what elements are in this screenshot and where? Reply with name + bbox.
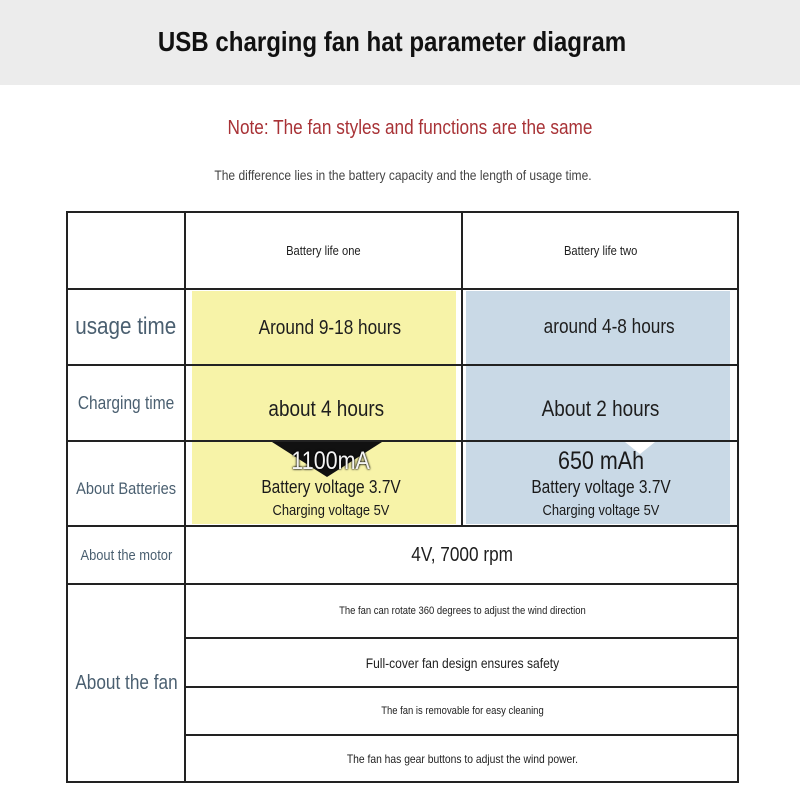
battery-one-voltage: Battery voltage 3.7V — [261, 476, 401, 497]
charging-time-two: About 2 hours — [541, 396, 659, 421]
charging-time-one: about 4 hours — [268, 396, 385, 421]
battery-two-charging-voltage: Charging voltage 5V — [542, 501, 660, 519]
column-header-battery-one: Battery life one — [286, 243, 361, 258]
header-banner — [0, 0, 800, 85]
battery-one-charging-voltage: Charging voltage 5V — [272, 501, 390, 519]
usage-time-one: Around 9-18 hours — [258, 316, 402, 339]
battery-two-voltage: Battery voltage 3.7V — [531, 476, 671, 497]
fan-feature-item: The fan has gear buttons to adjust the wind power. — [346, 751, 579, 766]
row-label-usage-time: usage time — [75, 313, 177, 340]
row-label-motor: About the motor — [80, 546, 172, 564]
fan-feature-item: The fan can rotate 360 degrees to adjust the wind direction — [339, 605, 586, 617]
note-text: Note: The fan styles and functions are the same — [227, 117, 593, 139]
page-title: USB charging fan hat parameter diagram — [157, 26, 627, 57]
fan-feature-item: The fan is removable for easy cleaning — [381, 705, 544, 717]
battery-two-capacity: 650 mAh — [557, 446, 645, 475]
column-header-battery-two: Battery life two — [564, 243, 638, 258]
battery-two-specs — [463, 442, 739, 525]
row-label-batteries: About Batteries — [76, 478, 176, 498]
subtitle-text: The difference lies in the battery capacity and the length of usage time. — [214, 167, 592, 183]
usage-time-two: around 4-8 hours — [543, 315, 675, 338]
motor-value: 4V, 7000 rpm — [411, 543, 514, 566]
battery-one-specs — [192, 442, 470, 525]
fan-feature-item: Full-cover fan design ensures safety — [365, 654, 560, 671]
row-label-fan: About the fan — [74, 671, 178, 694]
battery-one-capacity: 1100mA — [291, 446, 371, 475]
row-label-charging-time: Charging time — [77, 392, 175, 413]
